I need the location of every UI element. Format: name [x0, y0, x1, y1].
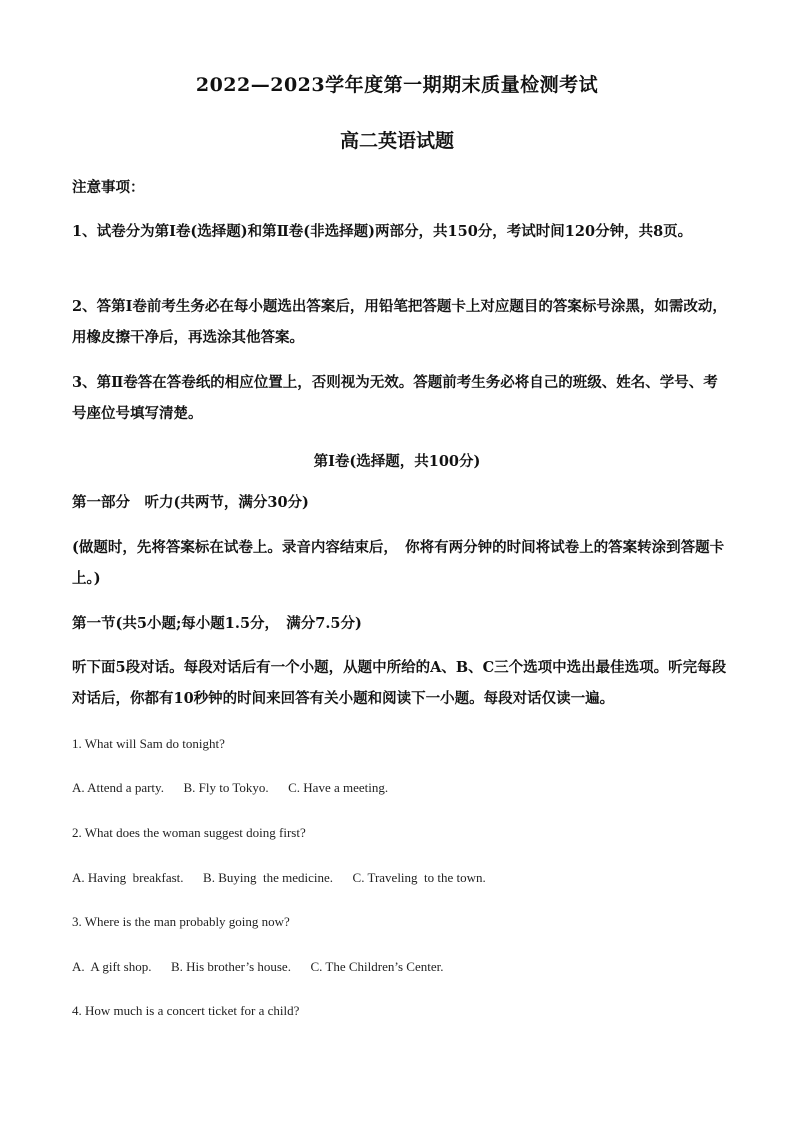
notice-item-3: 3、第Ⅱ卷答在答卷纸的相应位置上，否则视为无效。答题前考生务必将自己的班级、姓名、学号、考号座位号填写清楚。	[72, 374, 718, 422]
exam-subtitle: 高二英语试题	[339, 130, 454, 152]
question-3-options: A. A gift shop. B. His brother’s house. C. The Children’s Center.	[72, 959, 444, 974]
question-2-stem: 2. What does the woman suggest doing first?	[72, 825, 306, 840]
question-1-options: A. Attend a party. B. Fly to Tokyo. C. Have a meeting.	[72, 780, 389, 795]
question-2-options: A. Having breakfast. B. Buying the medicine. C. Traveling to the town.	[72, 870, 486, 885]
notice-item-2: 2、答第Ⅰ卷前考生务必在每小题选出答案后，用铅笔把答题卡上对应题目的答案标号涂黑，如需改动，用橡皮擦干净后，再选涂其他答案。	[72, 298, 727, 346]
notice-item-1: 1、试卷分为第Ⅰ卷(选择题)和第Ⅱ卷(非选择题)两部分，共150分，考试时间120分钟，共8页。	[72, 223, 693, 240]
section1-directions: 听下面5段对话。每段对话后有一个小题，从题中所给的A、B、C三个选项中选出最佳选项。听完每段对话后，你都有10秒钟的时间来回答有关小题和阅读下一小题。每段对话仅读一遍。	[72, 659, 727, 707]
notice-heading: 注意事项：	[72, 179, 145, 196]
question-3-stem: 3. Where is the man probably going now?	[72, 914, 290, 929]
question-1-stem: 1. What will Sam do tonight?	[72, 736, 225, 751]
exam-title: 2022—2023学年度第一期期末质量检测考试	[195, 74, 599, 96]
volume-title: 第Ⅰ卷(选择题，共100分)	[313, 453, 481, 470]
part1-heading: 第一部分 听力(共两节，满分30分)	[72, 494, 309, 511]
part1-instruction: (做题时，先将答案标在试卷上。录音内容结束后， 你将有两分钟的时间将试卷上的答案转涂到答题卡上。)	[72, 539, 725, 587]
question-4-stem: 4. How much is a concert ticket for a child?	[72, 1003, 300, 1018]
section1-heading: 第一节(共5小题;每小题1.5分， 满分7.5分)	[72, 615, 362, 632]
